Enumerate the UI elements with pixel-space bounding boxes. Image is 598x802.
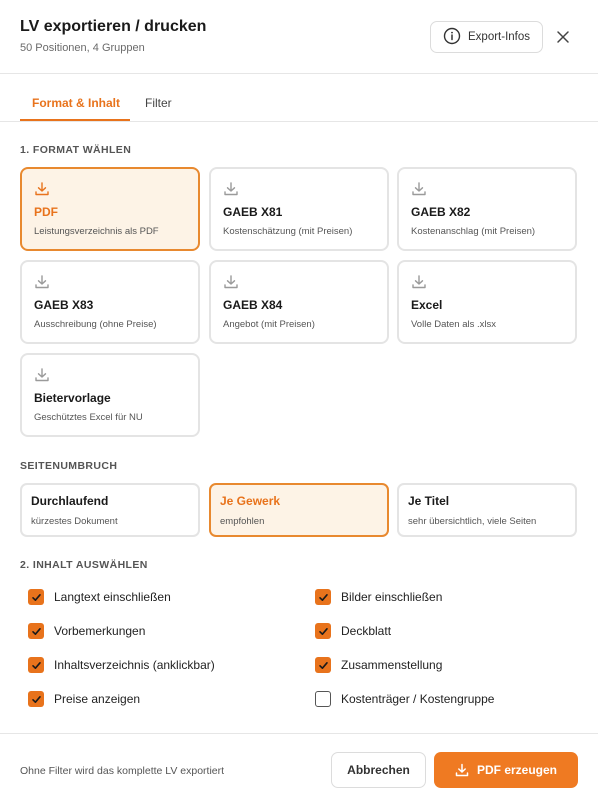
checkbox-checked-icon[interactable] xyxy=(28,691,44,707)
pagebreak-section-label: SEITENUMBRUCH xyxy=(20,460,118,472)
export-info-button[interactable] xyxy=(430,21,543,53)
format-card-bietervorlage[interactable] xyxy=(20,353,200,437)
content-option-inhaltsverzeichnis-anklickbar[interactable] xyxy=(28,657,215,673)
download-icon xyxy=(455,763,469,777)
format-card-gaeb-x82[interactable] xyxy=(397,167,577,251)
format-card-desc: Ausschreibung (ohne Preise) xyxy=(34,319,157,330)
format-card-gaeb-x83[interactable] xyxy=(20,260,200,344)
format-card-name: Excel xyxy=(411,298,443,312)
format-card-name: GAEB X83 xyxy=(34,298,94,312)
format-card-name: Bietervorlage xyxy=(34,391,111,405)
dialog-title: LV exportieren / drucken xyxy=(20,18,207,35)
format-card-name: PDF xyxy=(34,205,58,219)
download-icon xyxy=(223,181,239,197)
content-option-bilder-einschlie-en[interactable] xyxy=(315,589,442,605)
format-section-label: 1. FORMAT WÄHLEN xyxy=(20,144,132,156)
pagebreak-option-desc: kürzestes Dokument xyxy=(31,516,118,527)
dialog-subtitle: 50 Positionen, 4 Gruppen xyxy=(20,42,145,54)
format-card-desc: Kostenanschlag (mit Preisen) xyxy=(411,226,536,237)
close-button[interactable] xyxy=(553,27,573,47)
generate-pdf-button[interactable] xyxy=(434,752,578,788)
content-section-label: 2. INHALT AUSWÄHLEN xyxy=(20,559,148,571)
format-card-gaeb-x81[interactable] xyxy=(209,167,389,251)
content-option-label: Vorbemerkungen xyxy=(54,624,146,638)
content-option-label: Zusammenstellung xyxy=(341,658,443,672)
checkbox-checked-icon[interactable] xyxy=(315,589,331,605)
content-option-zusammenstellung[interactable] xyxy=(315,657,442,673)
format-card-desc: Angebot (mit Preisen) xyxy=(223,319,315,330)
pagebreak-option-desc: sehr übersichtlich, viele Seiten xyxy=(408,516,537,527)
pagebreak-option-name: Je Gewerk xyxy=(220,494,281,508)
checkbox-checked-icon[interactable] xyxy=(315,657,331,673)
pagebreak-option-name: Je Titel xyxy=(408,494,450,508)
export-info-label: Export-Infos xyxy=(468,31,530,43)
close-icon xyxy=(556,30,570,44)
pagebreak-option-desc: empfohlen xyxy=(220,516,265,527)
content-option-vorbemerkungen[interactable] xyxy=(28,623,145,639)
dialog-footer xyxy=(0,733,598,802)
format-card-name: GAEB X84 xyxy=(223,298,283,312)
format-card-desc: Geschütztes Excel für NU xyxy=(34,412,143,423)
content-option-label: Inhaltsverzeichnis (anklickbar) xyxy=(54,658,215,672)
info-icon xyxy=(443,27,461,48)
tab-bar xyxy=(0,74,598,122)
generate-pdf-label: PDF erzeugen xyxy=(476,763,557,777)
footer-note: Ohne Filter wird das komplette LV exportiert xyxy=(20,765,225,777)
pagebreak-option-je-titel[interactable] xyxy=(397,483,577,537)
download-icon xyxy=(34,274,50,290)
tab-filter[interactable]: Filter xyxy=(145,96,172,110)
checkbox-checked-icon[interactable] xyxy=(28,589,44,605)
format-card-pdf[interactable] xyxy=(20,167,200,251)
format-card-gaeb-x84[interactable] xyxy=(209,260,389,344)
download-icon xyxy=(223,274,239,290)
checkbox-checked-icon[interactable] xyxy=(315,623,331,639)
pagebreak-option-name: Durchlaufend xyxy=(31,494,109,508)
content-option-deckblatt[interactable] xyxy=(315,623,391,639)
format-card-name: GAEB X82 xyxy=(411,205,471,219)
content-option-label: Kostenträger / Kostengruppe xyxy=(341,692,495,706)
content-option-label: Preise anzeigen xyxy=(54,692,141,706)
dialog-header xyxy=(0,0,598,74)
download-icon xyxy=(411,181,427,197)
download-icon xyxy=(411,274,427,290)
format-card-desc: Kostenschätzung (mit Preisen) xyxy=(223,226,353,237)
pagebreak-option-je-gewerk[interactable] xyxy=(209,483,389,537)
download-icon xyxy=(34,181,50,197)
content-option-preise-anzeigen[interactable] xyxy=(28,691,140,707)
tab-format-inhalt[interactable]: Format & Inhalt xyxy=(32,96,121,110)
checkbox-checked-icon[interactable] xyxy=(28,657,44,673)
format-card-desc: Volle Daten als .xlsx xyxy=(411,319,497,330)
cancel-button[interactable]: Abbrechen xyxy=(331,752,426,788)
format-card-excel[interactable] xyxy=(397,260,577,344)
format-card-name: GAEB X81 xyxy=(223,205,283,219)
checkbox-checked-icon[interactable] xyxy=(28,623,44,639)
download-icon xyxy=(34,367,50,383)
content-option-label: Deckblatt xyxy=(341,624,392,638)
content-option-langtext-einschlie-en[interactable] xyxy=(28,589,171,605)
pagebreak-option-durchlaufend[interactable] xyxy=(20,483,200,537)
format-card-desc: Leistungsverzeichnis als PDF xyxy=(34,226,159,237)
checkbox-unchecked-icon[interactable] xyxy=(315,691,331,707)
content-option-label: Langtext einschließen xyxy=(54,590,171,604)
content-option-label: Bilder einschließen xyxy=(341,590,443,604)
active-tab-indicator xyxy=(20,119,130,121)
content-option-kostentr-ger-kostengruppe[interactable] xyxy=(315,691,494,707)
